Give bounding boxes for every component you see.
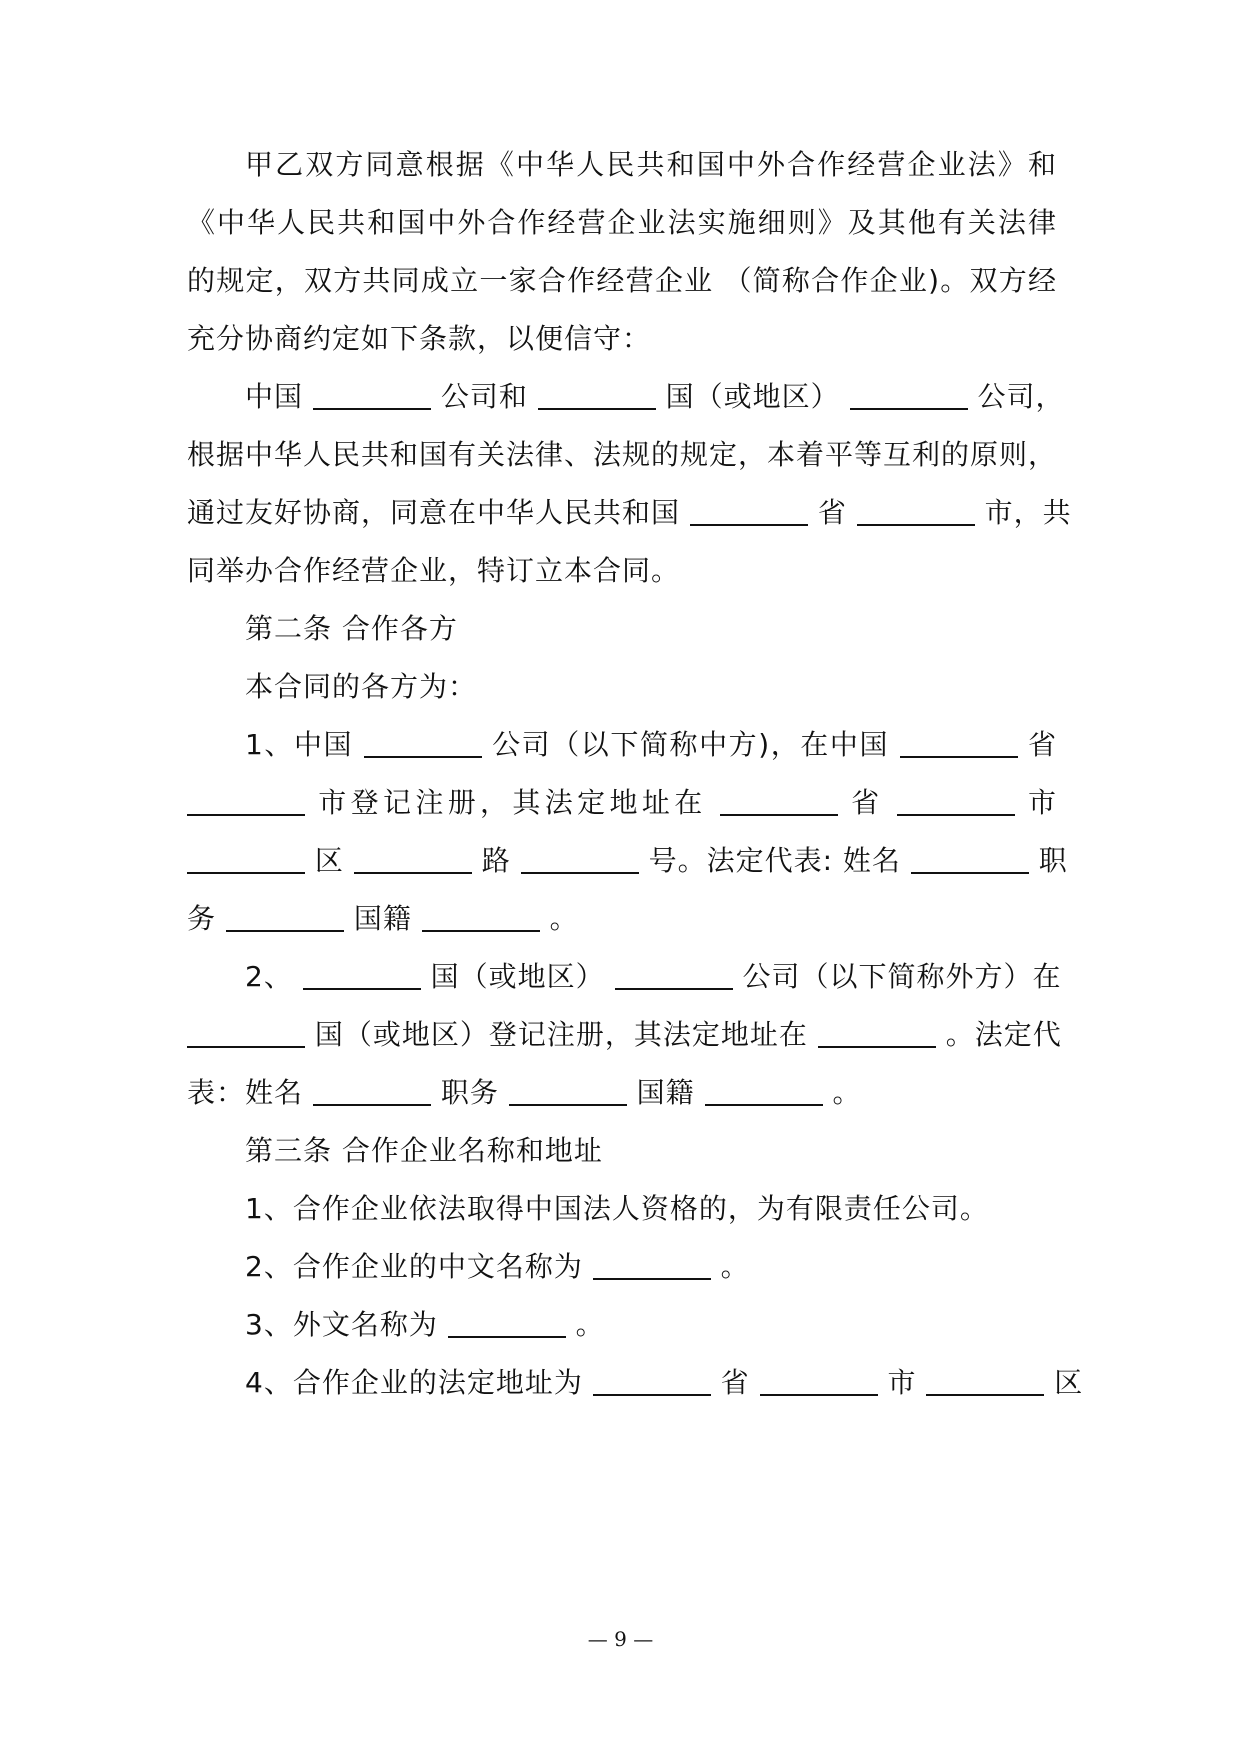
text-segment: 公司（以下简称中方)，在中国 [492,728,890,761]
fill-in-blank[interactable] [187,784,305,816]
fill-in-blank[interactable] [850,378,968,410]
fill-in-blank[interactable] [422,900,540,932]
fill-in-blank[interactable] [911,842,1029,874]
fill-in-blank[interactable] [364,726,482,758]
text-segment: 1、合作企业依法取得中国法人资格的，为有限责任公司。 [245,1192,989,1225]
text-segment: 国籍 [353,902,412,935]
paragraph-line [187,551,1057,591]
fill-in-blank[interactable] [226,900,344,932]
text-segment: 国籍 [636,1076,695,1109]
fill-in-blank[interactable] [593,1364,711,1396]
paragraph-line [245,377,1065,417]
text-segment: 路 [481,844,511,877]
text-segment: 号。法定代表: 姓名 [648,844,901,877]
paragraph-line [187,203,1057,243]
fill-in-blank[interactable] [354,842,472,874]
text-segment: 公司（以下简称外方）在 [742,960,1062,993]
fill-in-blank[interactable] [900,726,1018,758]
text-segment: 。 [720,1250,750,1283]
text-segment: 省 [1028,728,1058,761]
text-segment: 国（或地区）登记注册，其法定地址在 [314,1018,808,1051]
text-segment: 第二条 合作各方 [245,612,458,645]
fill-in-blank[interactable] [818,1016,936,1048]
text-segment: 表：姓名 [187,1076,304,1109]
fill-in-blank[interactable] [926,1364,1044,1396]
text-segment: 省 [851,786,884,819]
text-segment: 国（或地区） [430,960,605,993]
text-segment: 务 [187,902,217,935]
fill-in-blank[interactable] [187,1016,305,1048]
fill-in-blank[interactable] [690,494,808,526]
text-segment: 。 [575,1308,605,1341]
text-segment: 。法定代 [945,1018,1062,1051]
text-segment: 2、合作企业的中文名称为 [245,1250,583,1283]
paragraph-line [187,319,1057,359]
text-segment: 区 [1054,1366,1084,1399]
text-segment: 根据中华人民共和国有关法律、法规的规定，本着平等互利的原则， [187,438,1058,471]
paragraph-line [187,1073,1057,1113]
paragraph-line [245,145,1057,185]
paragraph-line [187,841,1068,881]
text-segment: 职 [1038,844,1068,877]
text-segment: 市登记注册，其法定地址在 [318,786,707,819]
fill-in-blank[interactable] [313,378,431,410]
text-segment: 省 [817,496,847,529]
paragraph-line [245,1189,1057,1229]
text-segment: 公司， [977,380,1065,413]
fill-in-blank[interactable] [615,958,733,990]
paragraph-line [187,1015,1062,1055]
fill-in-blank[interactable] [521,842,639,874]
text-segment: 职务 [440,1076,499,1109]
text-segment: 2、 [245,960,293,993]
paragraph-line [245,725,1057,765]
fill-in-blank[interactable] [187,842,305,874]
text-segment: 第三条 合作企业名称和地址 [245,1134,603,1167]
text-segment: 1、中国 [245,728,354,761]
text-segment: 公司和 [440,380,528,413]
text-segment: 甲乙双方同意根据《中华人民共和国中外合作经营企业法》和 [245,148,1057,181]
fill-in-blank[interactable] [897,784,1015,816]
paragraph-line [187,261,1057,301]
fill-in-blank[interactable] [313,1074,431,1106]
page-number: — 9 — [587,1627,654,1651]
text-segment: 充分协商约定如下条款，以便信守： [187,322,652,355]
text-segment: 4、合作企业的法定地址为 [245,1366,583,1399]
text-segment: 的规定，双方共同成立一家合作经营企业 （简称合作企业)。双方经 [187,264,1057,297]
text-segment: 通过友好协商，同意在中华人民共和国 [187,496,681,529]
paragraph-line [245,1305,1057,1345]
fill-in-blank[interactable] [593,1248,711,1280]
article-heading [245,609,1057,649]
text-segment: 3、外文名称为 [245,1308,438,1341]
text-segment: 市 [1027,786,1057,819]
text-segment: 《中华人民共和国中外合作经营企业法实施细则》及其他有关法律 [187,206,1057,239]
text-segment: 同举办合作经营企业，特订立本合同。 [187,554,681,587]
article-heading [245,1131,1057,1171]
text-segment: 市 [887,1366,917,1399]
text-segment: 区 [314,844,344,877]
paragraph-line [187,435,1057,475]
paragraph-line [245,667,1057,707]
text-segment: 国（或地区） [665,380,840,413]
paragraph-line [245,1363,1084,1403]
text-segment: 省 [720,1366,750,1399]
fill-in-blank[interactable] [857,494,975,526]
paragraph-line [187,783,1057,823]
fill-in-blank[interactable] [705,1074,823,1106]
text-segment: 。 [549,902,579,935]
text-segment: 市，共 [984,496,1072,529]
fill-in-blank[interactable] [720,784,838,816]
paragraph-line [245,957,1062,997]
paragraph-line [187,899,1057,939]
paragraph-line [245,1247,1057,1287]
paragraph-line [187,493,1072,533]
fill-in-blank[interactable] [448,1306,566,1338]
text-segment: 。 [832,1076,862,1109]
fill-in-blank[interactable] [538,378,656,410]
text-segment: 中国 [245,380,304,413]
fill-in-blank[interactable] [303,958,421,990]
text-segment: 本合同的各方为： [245,670,478,703]
fill-in-blank[interactable] [509,1074,627,1106]
fill-in-blank[interactable] [760,1364,878,1396]
